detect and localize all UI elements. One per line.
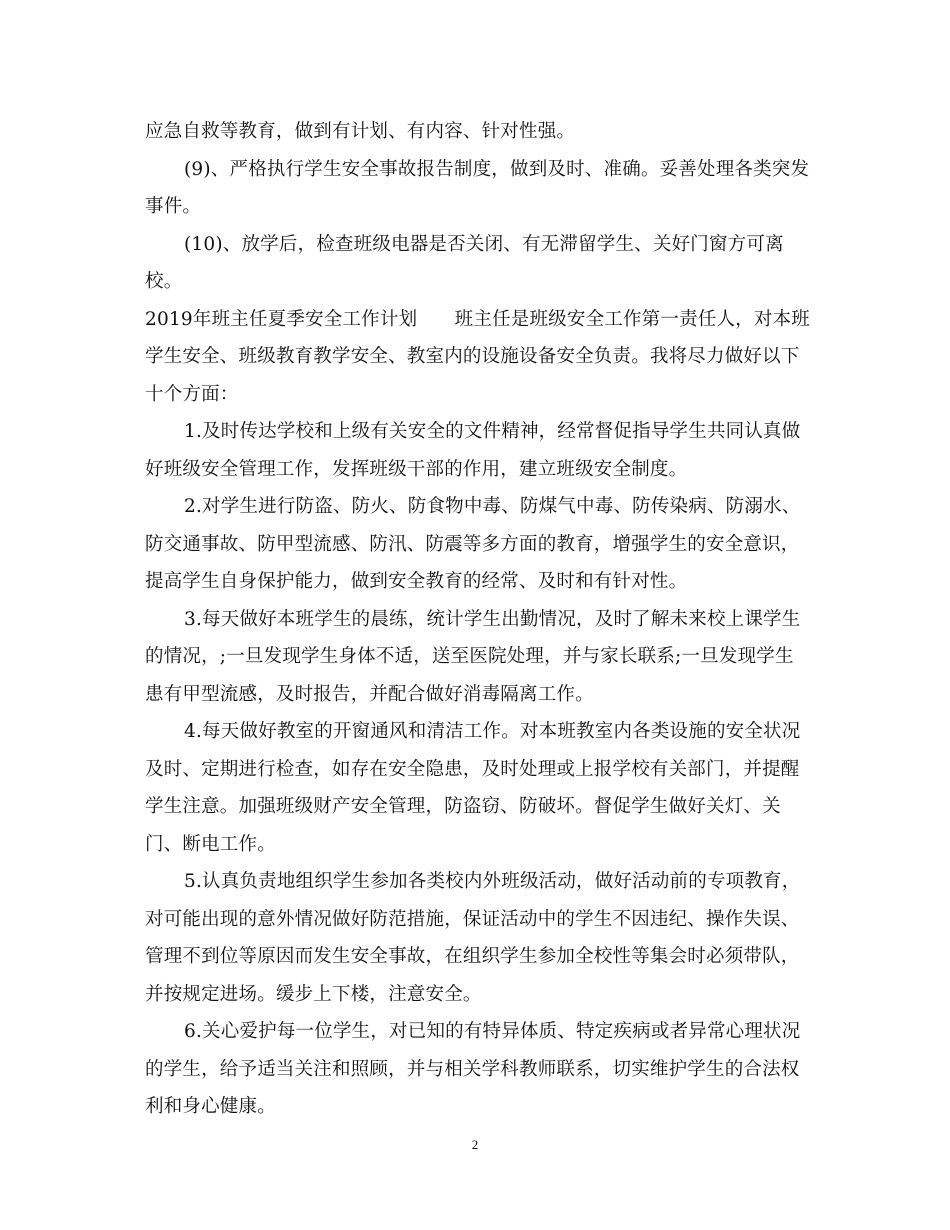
text-line: 利和身心健康。: [145, 1096, 276, 1117]
text-line: 5.认真负责地组织学生参加各类校内外班级活动，做好活动前的专项教育，: [184, 871, 801, 892]
page-number: 2: [471, 1137, 479, 1152]
text-line: 防交通事故、防甲型流感、防汛、防震等多方面的教育，增强学生的安全意识，: [145, 533, 800, 555]
text-line: 校。: [145, 271, 183, 292]
text-line: 及时、定期进行检查，如存在安全隐患，及时处理或上报学校有关部门，并提醒: [145, 758, 800, 780]
text-line: 管理不到位等原因而发生安全事故，在组织学生参加全校性等集会时必须带队，: [145, 946, 800, 967]
text-line: 学生注意。加强班级财产安全管理，防盗窃、防破坏。督促学生做好关灯、关: [145, 796, 781, 817]
text-line: 好班级安全管理工作，发挥班级干部的作用，建立班级安全制度。: [145, 458, 688, 480]
text-line: 1.及时传达学校和上级有关安全的文件精神，经常督促指导学生共同认真做: [184, 421, 801, 442]
text-line: 十个方面：: [145, 383, 239, 405]
text-line: (9)、严格执行学生安全事故报告制度，做到及时、准确。妥善处理各类突发: [184, 158, 810, 180]
text-line: 4.每天做好教室的开窗通风和清洁工作。对本班教室内各类设施的安全状况: [184, 721, 801, 742]
document-body: [145, 113, 810, 1126]
text-line: 提高学生自身保护能力，做到安全教育的经常、及时和有针对性。: [145, 571, 688, 592]
text-line: 应急自救等教育，做到有计划、有内容、针对性强。: [145, 121, 576, 142]
section-heading-line: 2019年班主任夏季安全工作计划 班主任是班级安全工作第一责任人，对本班: [145, 308, 810, 330]
text-line: (10)、放学后，检查班级电器是否关闭、有无滞留学生、关好门窗方可离: [184, 233, 784, 255]
text-line: 门、断电工作。: [145, 833, 276, 855]
text-line: 对可能出现的意外情况做好防范措施，保证活动中的学生不因违纪、操作失误、: [145, 908, 800, 930]
text-line: 2.对学生进行防盗、防火、防食物中毒、防煤气中毒、防传染病、防溺水、: [184, 496, 801, 517]
text-line: 的情况，;一旦发现学生身体不适，送至医院处理，并与家长联系;一旦发现学生: [145, 646, 794, 667]
text-line: 的学生，给予适当关注和照顾，并与相关学科教师联系，切实维护学生的合法权: [145, 1058, 800, 1080]
text-line: 3.每天做好本班学生的晨练，统计学生出勤情况，及时了解未来校上课学生: [184, 608, 801, 630]
text-line: 患有甲型流感，及时报告，并配合做好消毒隔离工作。: [145, 683, 594, 705]
text-line: 6.关心爱护每一位学生，对已知的有特异体质、特定疾病或者异常心理状况: [184, 1021, 801, 1042]
text-line: 事件。: [145, 196, 202, 217]
text-line: 并按规定进场。缓步上下楼，注意安全。: [145, 983, 482, 1005]
text-line: 学生安全、班级教育教学安全、教室内的设施设备安全负责。我将尽力做好以下: [145, 346, 800, 367]
